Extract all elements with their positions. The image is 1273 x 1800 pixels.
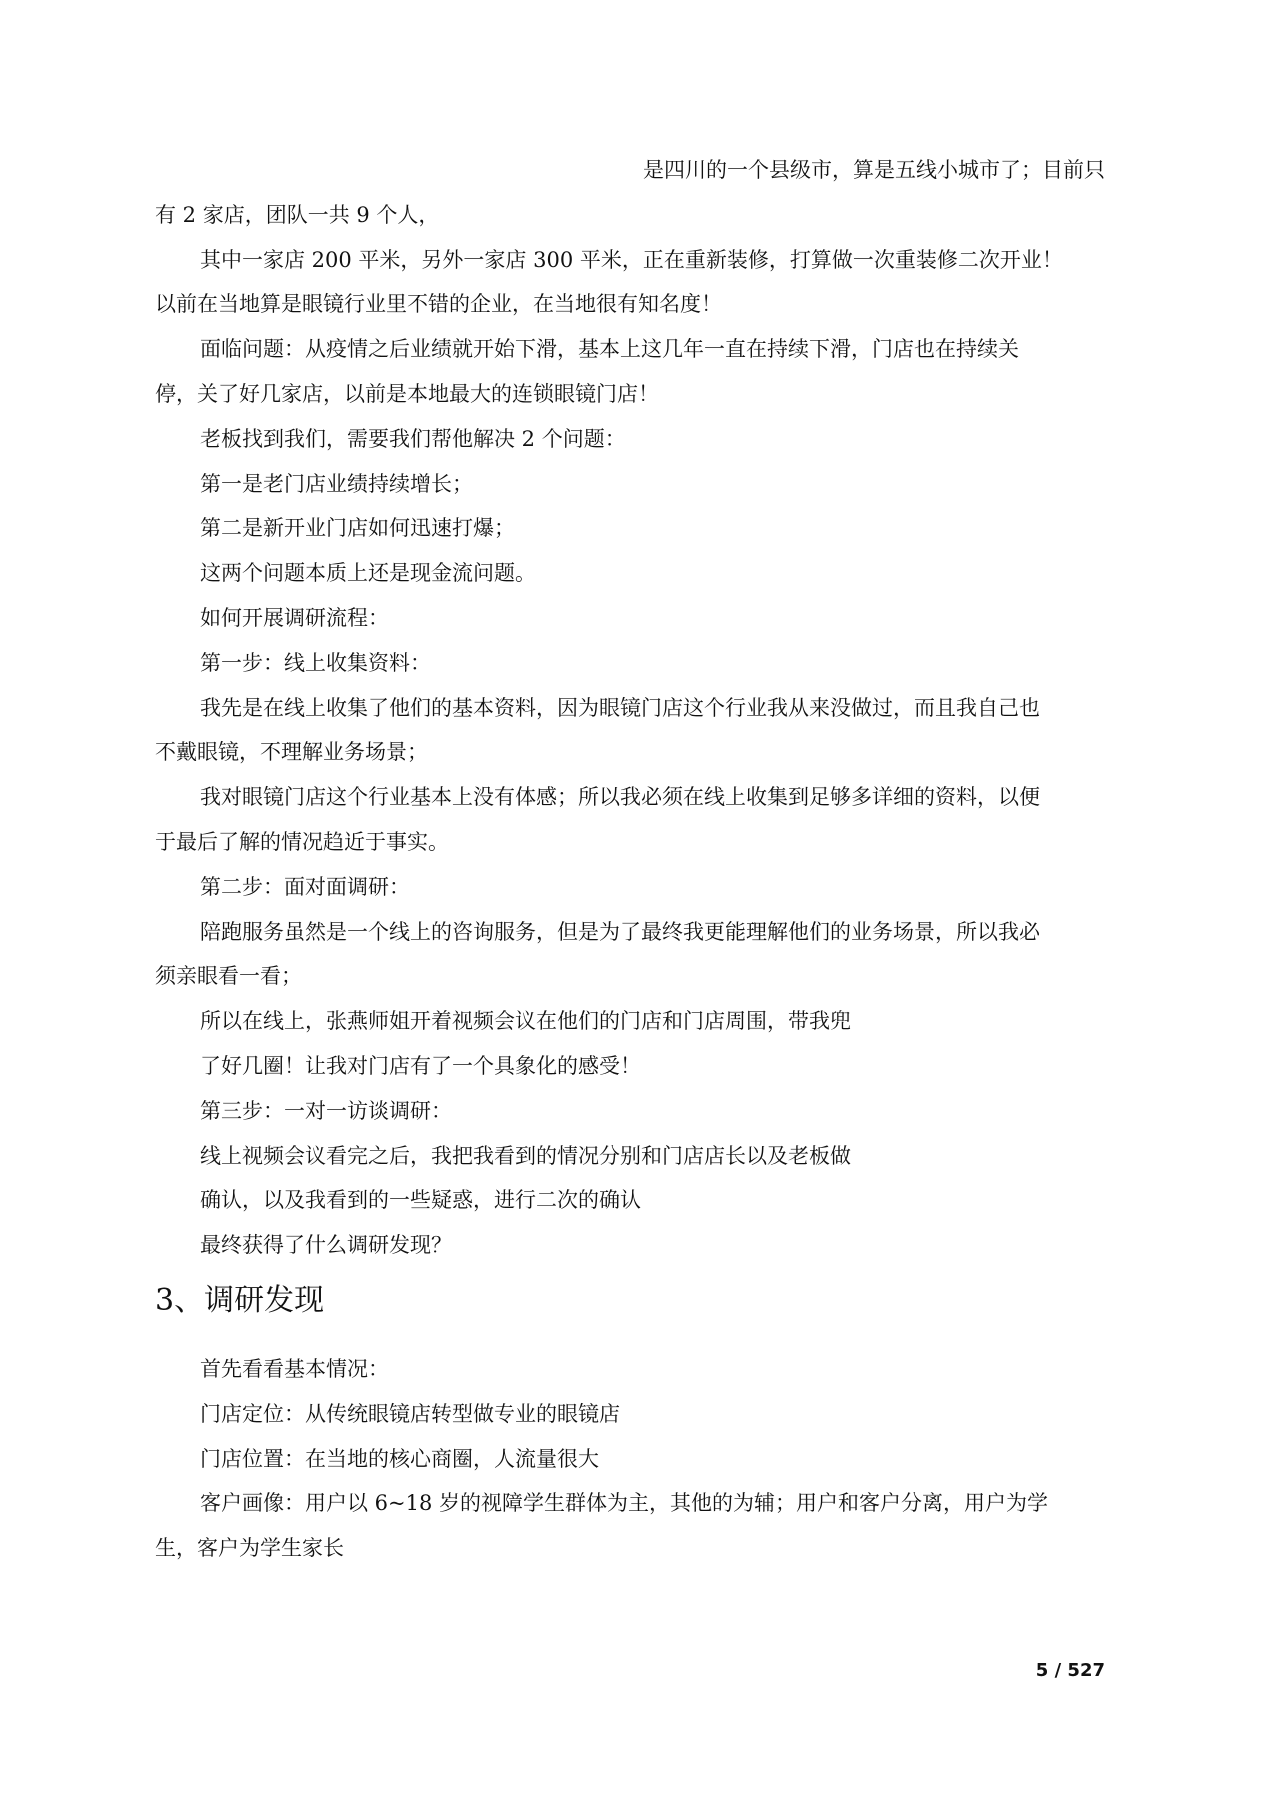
body-text-bottom: [155, 1347, 1105, 1571]
paragraph-line: 停，关了好几家店，以前是本地最大的连锁眼镜门店！: [155, 381, 659, 406]
paragraph-line: 如何开展调研流程：: [200, 605, 389, 630]
paragraph-line: 老板找到我们，需要我们帮他解决 2 个问题：: [200, 426, 626, 451]
paragraph-line: 面临问题：从疫情之后业绩就开始下滑，基本上这几年一直在持续下滑，门店也在持续关: [200, 337, 1019, 362]
paragraph-line: 第一步：线上收集资料：: [200, 650, 431, 675]
paragraph-line: 线上视频会议看完之后，我把我看到的情况分别和门店店长以及老板做: [200, 1143, 851, 1168]
section-heading: 3、调研发现: [155, 1283, 325, 1318]
paragraph-line: 以前在当地算是眼镜行业里不错的企业，在当地很有知名度！: [155, 292, 722, 317]
paragraph-line: 第一是老门店业绩持续增长；: [200, 471, 473, 496]
paragraph-line: 门店位置：在当地的核心商圈，人流量很大: [200, 1446, 599, 1471]
paragraph-line: 客户画像：用户以 6~18 岁的视障学生群体为主，其他的为辅；用户和客户分离，用户为学: [200, 1491, 1049, 1516]
paragraph-line: 于最后了解的情况趋近于事实。: [155, 829, 449, 854]
body-text-top: [155, 148, 1105, 1268]
paragraph-line: 门店定位：从传统眼镜店转型做专业的眼镜店: [200, 1401, 620, 1426]
paragraph-line: 我对眼镜门店这个行业基本上没有体感；所以我必须在线上收集到足够多详细的资料，以便: [200, 785, 1040, 810]
paragraph-line: 第三步：一对一访谈调研：: [200, 1098, 452, 1123]
paragraph-line: 这两个问题本质上还是现金流问题。: [200, 561, 536, 586]
paragraph-line: 了好几圈！让我对门店有了一个具象化的感受！: [200, 1053, 641, 1078]
paragraph-line: 须亲眼看一看；: [155, 964, 302, 989]
paragraph-line: 第二步：面对面调研：: [200, 874, 410, 899]
paragraph-line: 是四川的一个县级市，算是五线小城市了；目前只: [643, 158, 1105, 182]
paragraph-line: 我先是在线上收集了他们的基本资料，因为眼镜门店这个行业我从来没做过，而且我自己也: [200, 695, 1040, 720]
paragraph-line: 确认，以及我看到的一些疑惑，进行二次的确认: [200, 1188, 641, 1213]
paragraph-line: 生，客户为学生家长: [155, 1536, 344, 1561]
paragraph-line: 所以在线上，张燕师姐开着视频会议在他们的门店和门店周围，带我兜: [200, 1009, 851, 1034]
paragraph-line: 最终获得了什么调研发现？: [200, 1233, 452, 1258]
paragraph-line: 其中一家店 200 平米，另外一家店 300 平米，正在重新装修，打算做一次重装修二次开业！: [200, 247, 1063, 272]
paragraph-line: 第二是新开业门店如何迅速打爆；: [200, 516, 515, 541]
paragraph-line: 有 2 家店，团队一共 9 个人，: [155, 202, 440, 227]
paragraph-line: 陪跑服务虽然是一个线上的咨询服务，但是为了最终我更能理解他们的业务场景，所以我必: [200, 919, 1040, 944]
paragraph-line: 不戴眼镜，不理解业务场景；: [155, 740, 428, 765]
paragraph-line: 首先看看基本情况：: [200, 1357, 389, 1381]
page-number: 5 / 527: [1035, 1660, 1105, 1681]
